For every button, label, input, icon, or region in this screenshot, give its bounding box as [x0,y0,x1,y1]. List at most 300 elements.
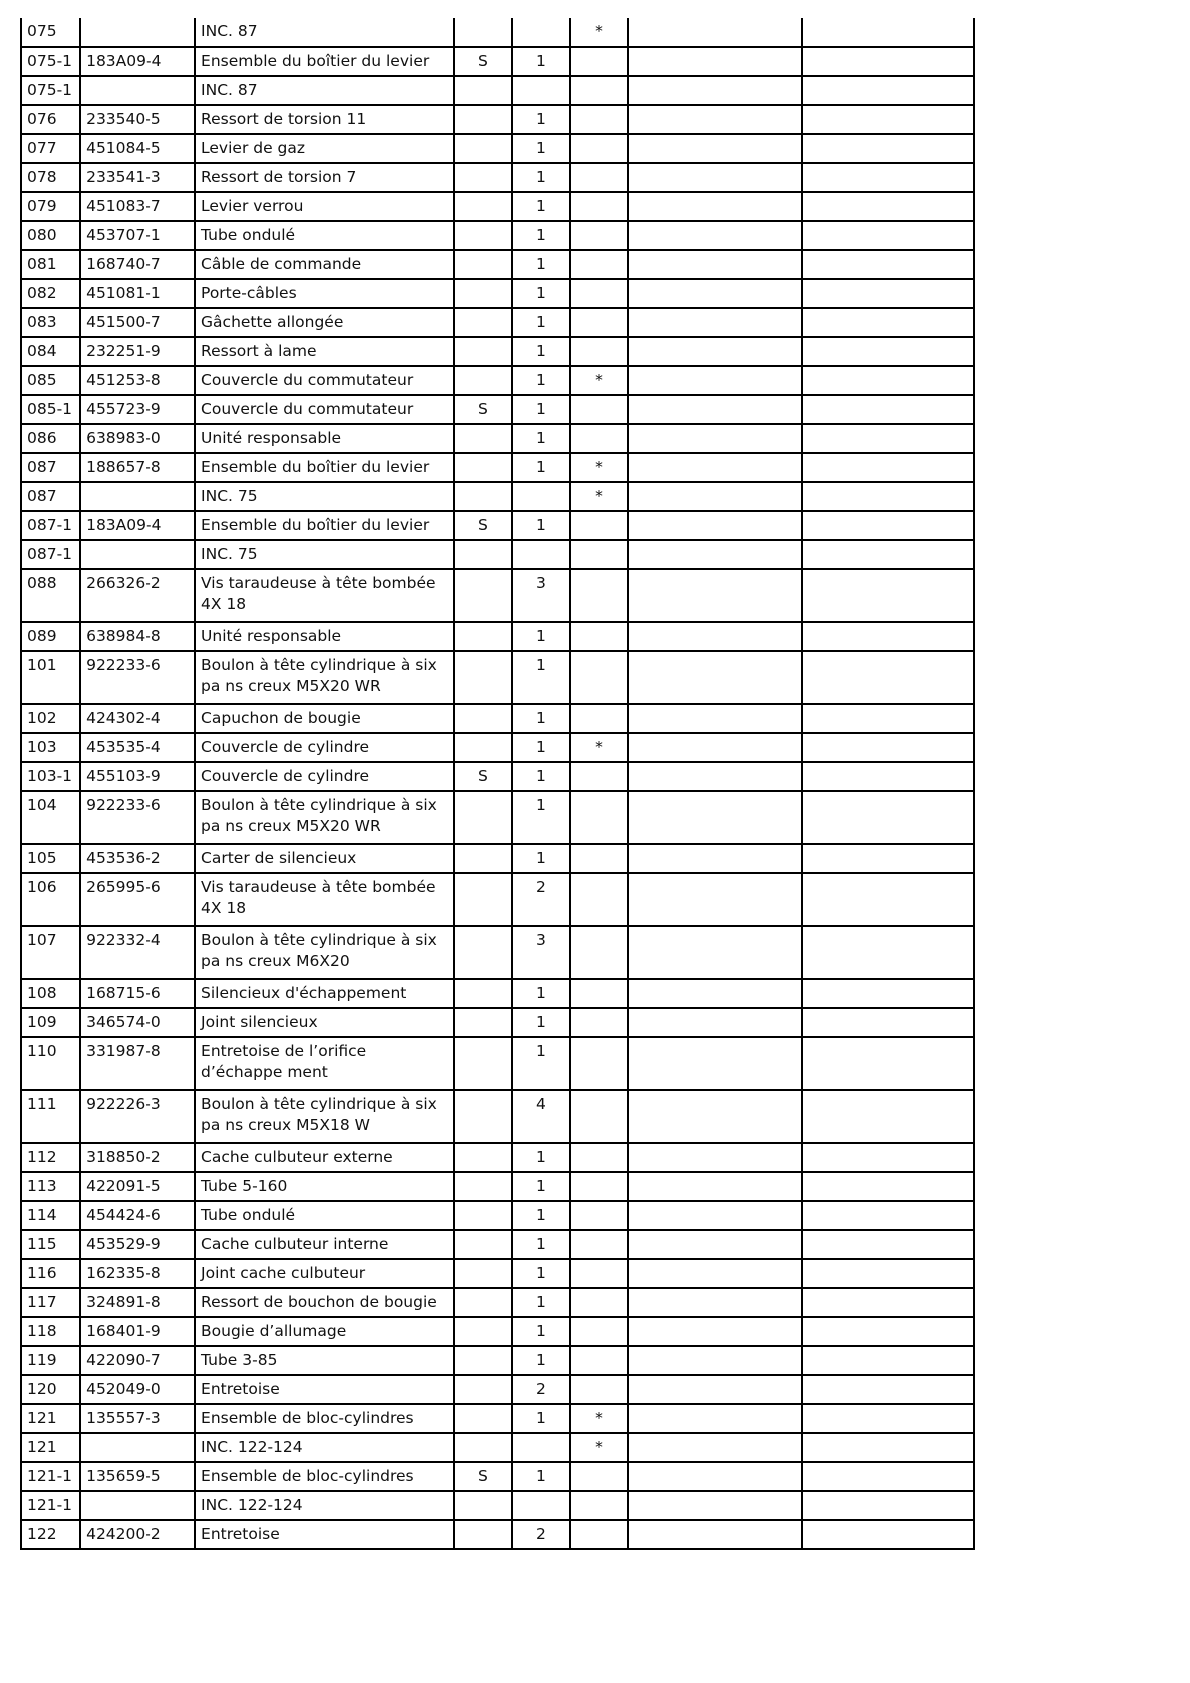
part-number-cell: 453529-9 [80,1230,195,1259]
note-cell: * [570,453,628,482]
description-cell: Ressort à lame [195,337,454,366]
ref-number-cell: 082 [21,279,80,308]
blank-cell [628,569,802,622]
note-cell [570,134,628,163]
blank-cell [628,250,802,279]
blank-cell [628,1404,802,1433]
note-cell: * [570,1433,628,1462]
part-number-cell: 135557-3 [80,1404,195,1433]
table-row [21,762,974,791]
ref-number-cell: 122 [21,1520,80,1549]
supersession-cell [454,1404,512,1433]
quantity-cell: 1 [512,250,570,279]
quantity-cell: 1 [512,622,570,651]
description-cell: Entretoise [195,1375,454,1404]
supersession-cell [454,1317,512,1346]
table-row [21,105,974,134]
supersession-cell [454,482,512,511]
part-number-cell [80,540,195,569]
note-cell [570,704,628,733]
ref-number-cell: 109 [21,1008,80,1037]
quantity-cell [512,1491,570,1520]
note-cell [570,1520,628,1549]
table-row [21,1520,974,1549]
blank-cell [628,791,802,844]
quantity-cell: 1 [512,1346,570,1375]
quantity-cell: 1 [512,279,570,308]
blank-cell [628,733,802,762]
ref-number-cell: 103-1 [21,762,80,791]
table-row [21,1404,974,1433]
blank-cell [628,1172,802,1201]
note-cell [570,873,628,926]
blank-cell [802,1259,974,1288]
ref-number-cell: 113 [21,1172,80,1201]
ref-number-cell: 087 [21,453,80,482]
table-row [21,221,974,250]
blank-cell [802,221,974,250]
description-cell: Ensemble du boîtier du levier [195,511,454,540]
blank-cell [802,926,974,979]
blank-cell [628,18,802,47]
note-cell [570,337,628,366]
table-row [21,482,974,511]
note-cell [570,47,628,76]
table-row [21,1433,974,1462]
quantity-cell: 1 [512,453,570,482]
quantity-cell: 1 [512,651,570,704]
blank-cell [628,47,802,76]
note-cell [570,791,628,844]
blank-cell [802,1230,974,1259]
description-cell: INC. 75 [195,540,454,569]
ref-number-cell: 075-1 [21,47,80,76]
supersession-cell [454,873,512,926]
description-cell: Capuchon de bougie [195,704,454,733]
supersession-cell [454,221,512,250]
part-number-cell: 451083-7 [80,192,195,221]
note-cell [570,979,628,1008]
description-cell: Bougie d’allumage [195,1317,454,1346]
description-cell: Boulon à tête cylindrique à six pa ns creux M5X20 WR [195,791,454,844]
blank-cell [802,482,974,511]
table-row [21,1037,974,1090]
note-cell: * [570,18,628,47]
part-number-cell: 451084-5 [80,134,195,163]
blank-cell [802,250,974,279]
blank-cell [802,308,974,337]
quantity-cell: 1 [512,1201,570,1230]
part-number-cell: 324891-8 [80,1288,195,1317]
quantity-cell: 1 [512,337,570,366]
supersession-cell [454,337,512,366]
table-row [21,76,974,105]
description-cell: INC. 122-124 [195,1433,454,1462]
part-number-cell: 451081-1 [80,279,195,308]
part-number-cell: 183A09-4 [80,511,195,540]
part-number-cell [80,1433,195,1462]
table-row [21,511,974,540]
note-cell: * [570,366,628,395]
supersession-cell [454,1143,512,1172]
note-cell [570,1008,628,1037]
blank-cell [802,622,974,651]
blank-cell [628,1201,802,1230]
ref-number-cell: 121 [21,1404,80,1433]
blank-cell [628,424,802,453]
blank-cell [802,1462,974,1491]
part-number-cell: 638984-8 [80,622,195,651]
ref-number-cell: 081 [21,250,80,279]
part-number-cell: 454424-6 [80,1201,195,1230]
table-row [21,651,974,704]
description-cell: Levier de gaz [195,134,454,163]
table-row [21,1230,974,1259]
blank-cell [628,1317,802,1346]
part-number-cell [80,76,195,105]
note-cell [570,1375,628,1404]
description-cell: Entretoise [195,1520,454,1549]
blank-cell [628,105,802,134]
part-number-cell: 233540-5 [80,105,195,134]
note-cell [570,1346,628,1375]
table-row [21,250,974,279]
description-cell: Couvercle du commutateur [195,366,454,395]
blank-cell [802,1404,974,1433]
ref-number-cell: 085-1 [21,395,80,424]
ref-number-cell: 084 [21,337,80,366]
ref-number-cell: 087-1 [21,511,80,540]
supersession-cell [454,134,512,163]
quantity-cell: 2 [512,873,570,926]
description-cell: Joint cache culbuteur [195,1259,454,1288]
table-row [21,337,974,366]
quantity-cell: 3 [512,926,570,979]
part-number-cell: 451253-8 [80,366,195,395]
description-cell: Vis taraudeuse à tête bombée 4X 18 [195,569,454,622]
blank-cell [628,926,802,979]
description-cell: Unité responsable [195,622,454,651]
description-cell: Câble de commande [195,250,454,279]
ref-number-cell: 101 [21,651,80,704]
ref-number-cell: 116 [21,1259,80,1288]
ref-number-cell: 086 [21,424,80,453]
quantity-cell: 1 [512,134,570,163]
table-row [21,1008,974,1037]
note-cell [570,395,628,424]
quantity-cell: 3 [512,569,570,622]
part-number-cell: 346574-0 [80,1008,195,1037]
supersession-cell: S [454,395,512,424]
blank-cell [628,221,802,250]
description-cell: INC. 122-124 [195,1491,454,1520]
blank-cell [802,1288,974,1317]
quantity-cell: 1 [512,1404,570,1433]
table-row [21,1259,974,1288]
parts-table-body [21,18,974,1549]
quantity-cell: 2 [512,1520,570,1549]
note-cell [570,1259,628,1288]
quantity-cell: 1 [512,1462,570,1491]
blank-cell [802,105,974,134]
description-cell: Carter de silencieux [195,844,454,873]
blank-cell [802,1172,974,1201]
supersession-cell [454,926,512,979]
supersession-cell [454,651,512,704]
quantity-cell: 1 [512,511,570,540]
blank-cell [628,308,802,337]
supersession-cell [454,1288,512,1317]
ref-number-cell: 103 [21,733,80,762]
part-number-cell: 266326-2 [80,569,195,622]
note-cell: * [570,1404,628,1433]
blank-cell [628,979,802,1008]
blank-cell [802,569,974,622]
ref-number-cell: 110 [21,1037,80,1090]
supersession-cell [454,704,512,733]
supersession-cell [454,76,512,105]
description-cell: Vis taraudeuse à tête bombée 4X 18 [195,873,454,926]
table-row [21,979,974,1008]
note-cell [570,762,628,791]
quantity-cell: 1 [512,1172,570,1201]
table-row [21,1143,974,1172]
ref-number-cell: 104 [21,791,80,844]
quantity-cell: 1 [512,1143,570,1172]
note-cell [570,651,628,704]
table-row [21,279,974,308]
description-cell: Boulon à tête cylindrique à six pa ns creux M5X20 WR [195,651,454,704]
blank-cell [628,1491,802,1520]
ref-number-cell: 076 [21,105,80,134]
blank-cell [628,1143,802,1172]
blank-cell [802,1008,974,1037]
part-number-cell: 922226-3 [80,1090,195,1143]
table-row [21,622,974,651]
supersession-cell [454,791,512,844]
supersession-cell [454,979,512,1008]
note-cell [570,1230,628,1259]
supersession-cell [454,733,512,762]
part-number-cell: 422091-5 [80,1172,195,1201]
ref-number-cell: 105 [21,844,80,873]
note-cell [570,308,628,337]
part-number-cell: 455103-9 [80,762,195,791]
table-row [21,395,974,424]
description-cell: Silencieux d'échappement [195,979,454,1008]
blank-cell [628,511,802,540]
quantity-cell [512,76,570,105]
blank-cell [802,791,974,844]
note-cell [570,105,628,134]
part-number-cell: 424302-4 [80,704,195,733]
table-row [21,1090,974,1143]
part-number-cell [80,482,195,511]
part-number-cell: 233541-3 [80,163,195,192]
note-cell [570,1462,628,1491]
description-cell: Boulon à tête cylindrique à six pa ns creux M5X18 W [195,1090,454,1143]
description-cell: Ensemble du boîtier du levier [195,453,454,482]
part-number-cell: 422090-7 [80,1346,195,1375]
blank-cell [628,76,802,105]
description-cell: Tube 3-85 [195,1346,454,1375]
part-number-cell: 135659-5 [80,1462,195,1491]
blank-cell [628,1462,802,1491]
ref-number-cell: 077 [21,134,80,163]
note-cell [570,926,628,979]
note-cell [570,540,628,569]
description-cell: Porte-câbles [195,279,454,308]
blank-cell [628,1259,802,1288]
description-cell: Joint silencieux [195,1008,454,1037]
ref-number-cell: 121-1 [21,1491,80,1520]
quantity-cell: 1 [512,762,570,791]
quantity-cell [512,18,570,47]
supersession-cell [454,1259,512,1288]
ref-number-cell: 111 [21,1090,80,1143]
table-row [21,47,974,76]
table-row [21,926,974,979]
blank-cell [628,453,802,482]
quantity-cell: 1 [512,733,570,762]
description-cell: Boulon à tête cylindrique à six pa ns creux M6X20 [195,926,454,979]
note-cell [570,1201,628,1230]
table-row [21,873,974,926]
quantity-cell: 1 [512,1288,570,1317]
table-row [21,366,974,395]
description-cell: Gâchette allongée [195,308,454,337]
supersession-cell [454,1520,512,1549]
quantity-cell: 4 [512,1090,570,1143]
description-cell: Couvercle du commutateur [195,395,454,424]
blank-cell [628,163,802,192]
description-cell: Cache culbuteur interne [195,1230,454,1259]
blank-cell [628,1520,802,1549]
blank-cell [628,366,802,395]
part-number-cell: 922233-6 [80,651,195,704]
ref-number-cell: 083 [21,308,80,337]
table-row [21,704,974,733]
quantity-cell: 2 [512,1375,570,1404]
blank-cell [628,622,802,651]
quantity-cell: 1 [512,105,570,134]
table-row [21,1288,974,1317]
blank-cell [802,453,974,482]
blank-cell [628,1037,802,1090]
ref-number-cell: 117 [21,1288,80,1317]
table-row [21,424,974,453]
supersession-cell [454,1491,512,1520]
table-row [21,1346,974,1375]
ref-number-cell: 121-1 [21,1462,80,1491]
table-row [21,540,974,569]
blank-cell [802,1201,974,1230]
ref-number-cell: 087 [21,482,80,511]
note-cell [570,424,628,453]
part-number-cell [80,1491,195,1520]
table-row [21,733,974,762]
part-number-cell: 452049-0 [80,1375,195,1404]
ref-number-cell: 106 [21,873,80,926]
part-number-cell: 168715-6 [80,979,195,1008]
quantity-cell [512,482,570,511]
ref-number-cell: 121 [21,1433,80,1462]
table-row [21,569,974,622]
note-cell [570,1491,628,1520]
ref-number-cell: 075-1 [21,76,80,105]
description-cell: INC. 87 [195,76,454,105]
part-number-cell: 451500-7 [80,308,195,337]
part-number-cell: 331987-8 [80,1037,195,1090]
blank-cell [802,1346,974,1375]
blank-cell [628,1230,802,1259]
quantity-cell: 1 [512,308,570,337]
note-cell [570,1288,628,1317]
supersession-cell [454,1433,512,1462]
supersession-cell [454,366,512,395]
blank-cell [628,762,802,791]
supersession-cell [454,163,512,192]
quantity-cell: 1 [512,1259,570,1288]
quantity-cell: 1 [512,424,570,453]
blank-cell [802,704,974,733]
ref-number-cell: 088 [21,569,80,622]
note-cell: * [570,733,628,762]
supersession-cell [454,250,512,279]
blank-cell [802,1090,974,1143]
blank-cell [628,540,802,569]
part-number-cell: 638983-0 [80,424,195,453]
note-cell [570,221,628,250]
ref-number-cell: 119 [21,1346,80,1375]
quantity-cell: 1 [512,704,570,733]
quantity-cell: 1 [512,47,570,76]
blank-cell [628,1008,802,1037]
blank-cell [628,1433,802,1462]
description-cell: Couvercle de cylindre [195,733,454,762]
blank-cell [628,1346,802,1375]
blank-cell [802,979,974,1008]
table-row [21,1201,974,1230]
blank-cell [802,1520,974,1549]
description-cell: Tube 5-160 [195,1172,454,1201]
ref-number-cell: 118 [21,1317,80,1346]
blank-cell [802,762,974,791]
part-number-cell: 162335-8 [80,1259,195,1288]
quantity-cell [512,1433,570,1462]
description-cell: Levier verrou [195,192,454,221]
blank-cell [802,1375,974,1404]
table-row [21,1317,974,1346]
table-row [21,1462,974,1491]
part-number-cell: 424200-2 [80,1520,195,1549]
description-cell: Tube ondulé [195,221,454,250]
supersession-cell [454,424,512,453]
description-cell: Ressort de torsion 7 [195,163,454,192]
ref-number-cell: 079 [21,192,80,221]
supersession-cell: S [454,511,512,540]
part-number-cell: 318850-2 [80,1143,195,1172]
table-row [21,308,974,337]
quantity-cell: 1 [512,979,570,1008]
description-cell: INC. 75 [195,482,454,511]
blank-cell [628,192,802,221]
supersession-cell [454,279,512,308]
part-number-cell: 922332-4 [80,926,195,979]
note-cell [570,1172,628,1201]
table-row [21,192,974,221]
blank-cell [802,76,974,105]
